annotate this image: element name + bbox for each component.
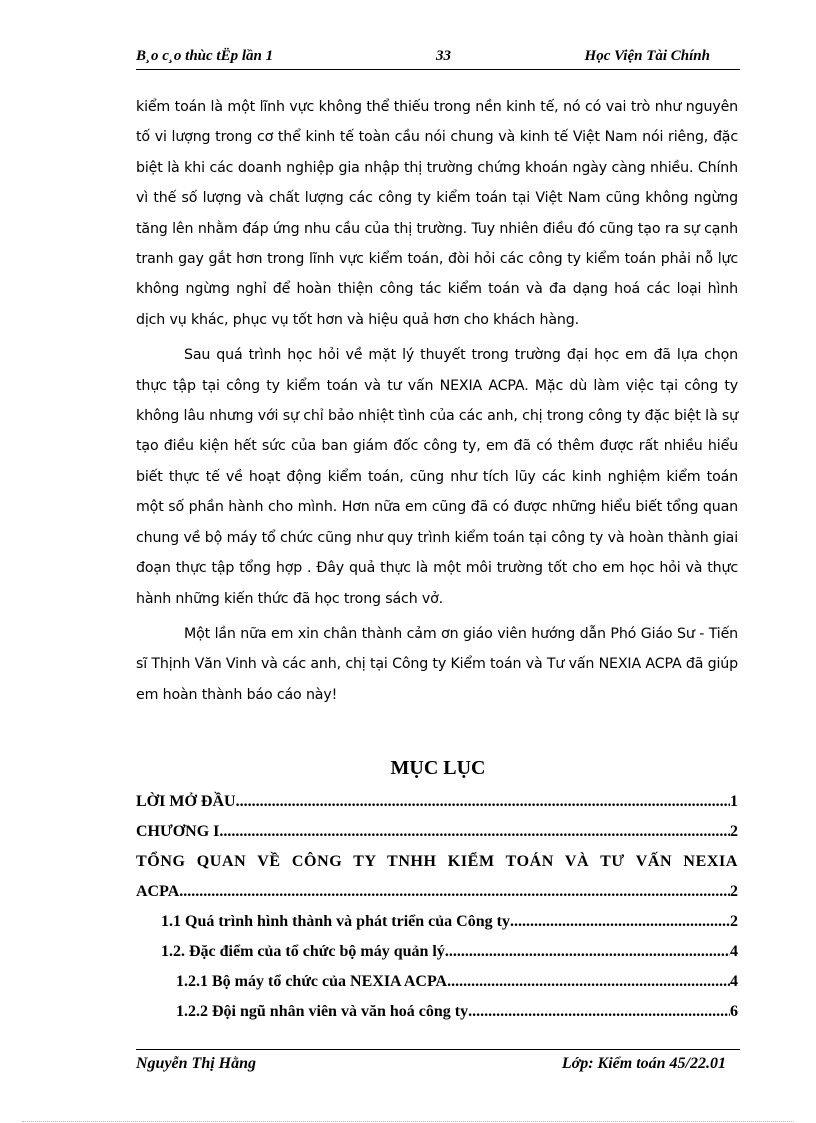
toc-entry[interactable] [136, 997, 738, 1027]
toc-entry[interactable] [136, 967, 738, 997]
toc-entry-page: 2 [730, 913, 738, 930]
header-report-title: B¸o c¸o thùc tËp lần 1 [136, 48, 274, 64]
toc-leader [445, 937, 730, 967]
header-divider [136, 69, 740, 70]
toc-leader [236, 787, 730, 817]
toc-entry[interactable] [136, 817, 738, 847]
toc-leader [219, 817, 730, 847]
toc-entry-page: 4 [730, 973, 738, 990]
header-institution: Học Viện Tài Chính [584, 48, 710, 64]
toc-entry-text: 1.1 Quá trình hình thành và phát triển của Công ty [161, 913, 510, 930]
body-text [136, 92, 738, 715]
toc-entry-text: TỔNG QUAN VỀ CÔNG TY TNHH KIỂM TOÁN VÀ TƯ VẤN NEXIA [136, 853, 738, 870]
table-of-contents [136, 787, 738, 1027]
toc-entry-page: 1 [730, 793, 738, 810]
toc-entry-page: 6 [730, 1003, 738, 1020]
footer-author: Nguyễn Thị Hằng [136, 1055, 257, 1072]
toc-entry-text: 1.2. Đặc điểm của tổ chức bộ máy quản lý [161, 943, 445, 960]
footer-class: Lớp: Kiểm toán 45/22.01 [561, 1055, 726, 1072]
toc-entry-page: 2 [730, 883, 738, 900]
toc-entry-page: 4 [730, 943, 738, 960]
page-header [136, 48, 740, 68]
toc-entry[interactable] [136, 937, 738, 967]
footer-divider [136, 1049, 740, 1050]
toc-entry-text: LỜI MỞ ĐẦU [136, 793, 236, 810]
toc-title: MỤC LỤC [390, 757, 486, 779]
toc-entry-page: 2 [730, 823, 738, 840]
toc-leader [510, 907, 730, 937]
page-footer [136, 1055, 740, 1075]
toc-entry[interactable] [136, 907, 738, 937]
toc-leader [468, 997, 730, 1027]
toc-entry-text-cont: ACPA [136, 883, 180, 900]
toc-entry-text: 1.2.1 Bộ máy tổ chức của NEXIA ACPA [176, 973, 448, 990]
header-page-number: 33 [436, 48, 451, 64]
toc-entry-continuation[interactable] [136, 877, 738, 907]
toc-leader [447, 967, 730, 997]
toc-entry[interactable] [136, 787, 738, 817]
toc-entry-text: CHƯƠNG I [136, 823, 220, 840]
paragraph-1: kiểm toán là một lĩnh vực không thể thiếu trong nền kinh tế, nó có vai trò như nguyên tố vi lượng trong cơ thể kinh tế toàn cầu nói chung và kinh tế Việt Nam nói riêng, đặc biệt là khi các doanh nghiệp gia nhập thị trường chứng khoán ngày càng nhiều. Chính vì thế số lượng và chất lượng các công ty kiểm toán tại Việt Nam cũng không ngừng tăng lên nhằm đáp ứng nhu cầu của thị trường. Tuy nhiên điều đó cũng tạo ra sự cạnh tranh gay gắt hơn trong lĩnh vực kiểm toán, đòi hỏi các công ty kiểm toán phải nỗ lực không ngừng nghỉ để hoàn thiện công tác kiểm toán và đa dạng hoá các loại hình dịch vụ khác, phục vụ tốt hơn và hiệu quả hơn cho khách hàng. [136, 99, 738, 328]
toc-leader [179, 877, 730, 907]
paragraph-3: Một lần nữa em xin chân thành cảm ơn giáo viên hướng dẫn Phó Giáo Sư - Tiến sĩ Thịnh Văn Vinh và các anh, chị tại Công ty Kiểm toán và Tư vấn NEXIA ACPA đã giúp em hoàn thành báo cáo này! [136, 625, 738, 703]
toc-entry[interactable] [136, 847, 738, 877]
toc-entry-text: 1.2.2 Đội ngũ nhân viên và văn hoá công ty [176, 1003, 469, 1020]
page-bottom-edge [22, 1121, 794, 1122]
paragraph-2: Sau quá trình học hỏi về mặt lý thuyết trong trường đại học em đã lựa chọn thực tập tại công ty kiểm toán và tư vấn NEXIA ACPA. Mặc dù làm việc tại công ty không lâu nhưng với sự chỉ bảo nhiệt tình của các anh, chị trong công ty đặc biệt là sự tạo điều kiện hết sức của ban giám đốc công ty, em đã có thêm được rất nhiều hiểu biết thực tế về hoạt động kiểm toán, cũng như tích lũy các kinh nghiệm kiểm toán một số phần hành cho mình. Hơn nữa em cũng đã có được những hiểu biết tổng quan chung về bộ máy tổ chức cũng như quy trình kiểm toán tại công ty và hoàn thành giai đoạn thực tập tổng hợp . Đây quả thực là một môi trường tốt cho em học hỏi và thực hành những kiến thức đã học trong sách vở. [136, 347, 738, 607]
